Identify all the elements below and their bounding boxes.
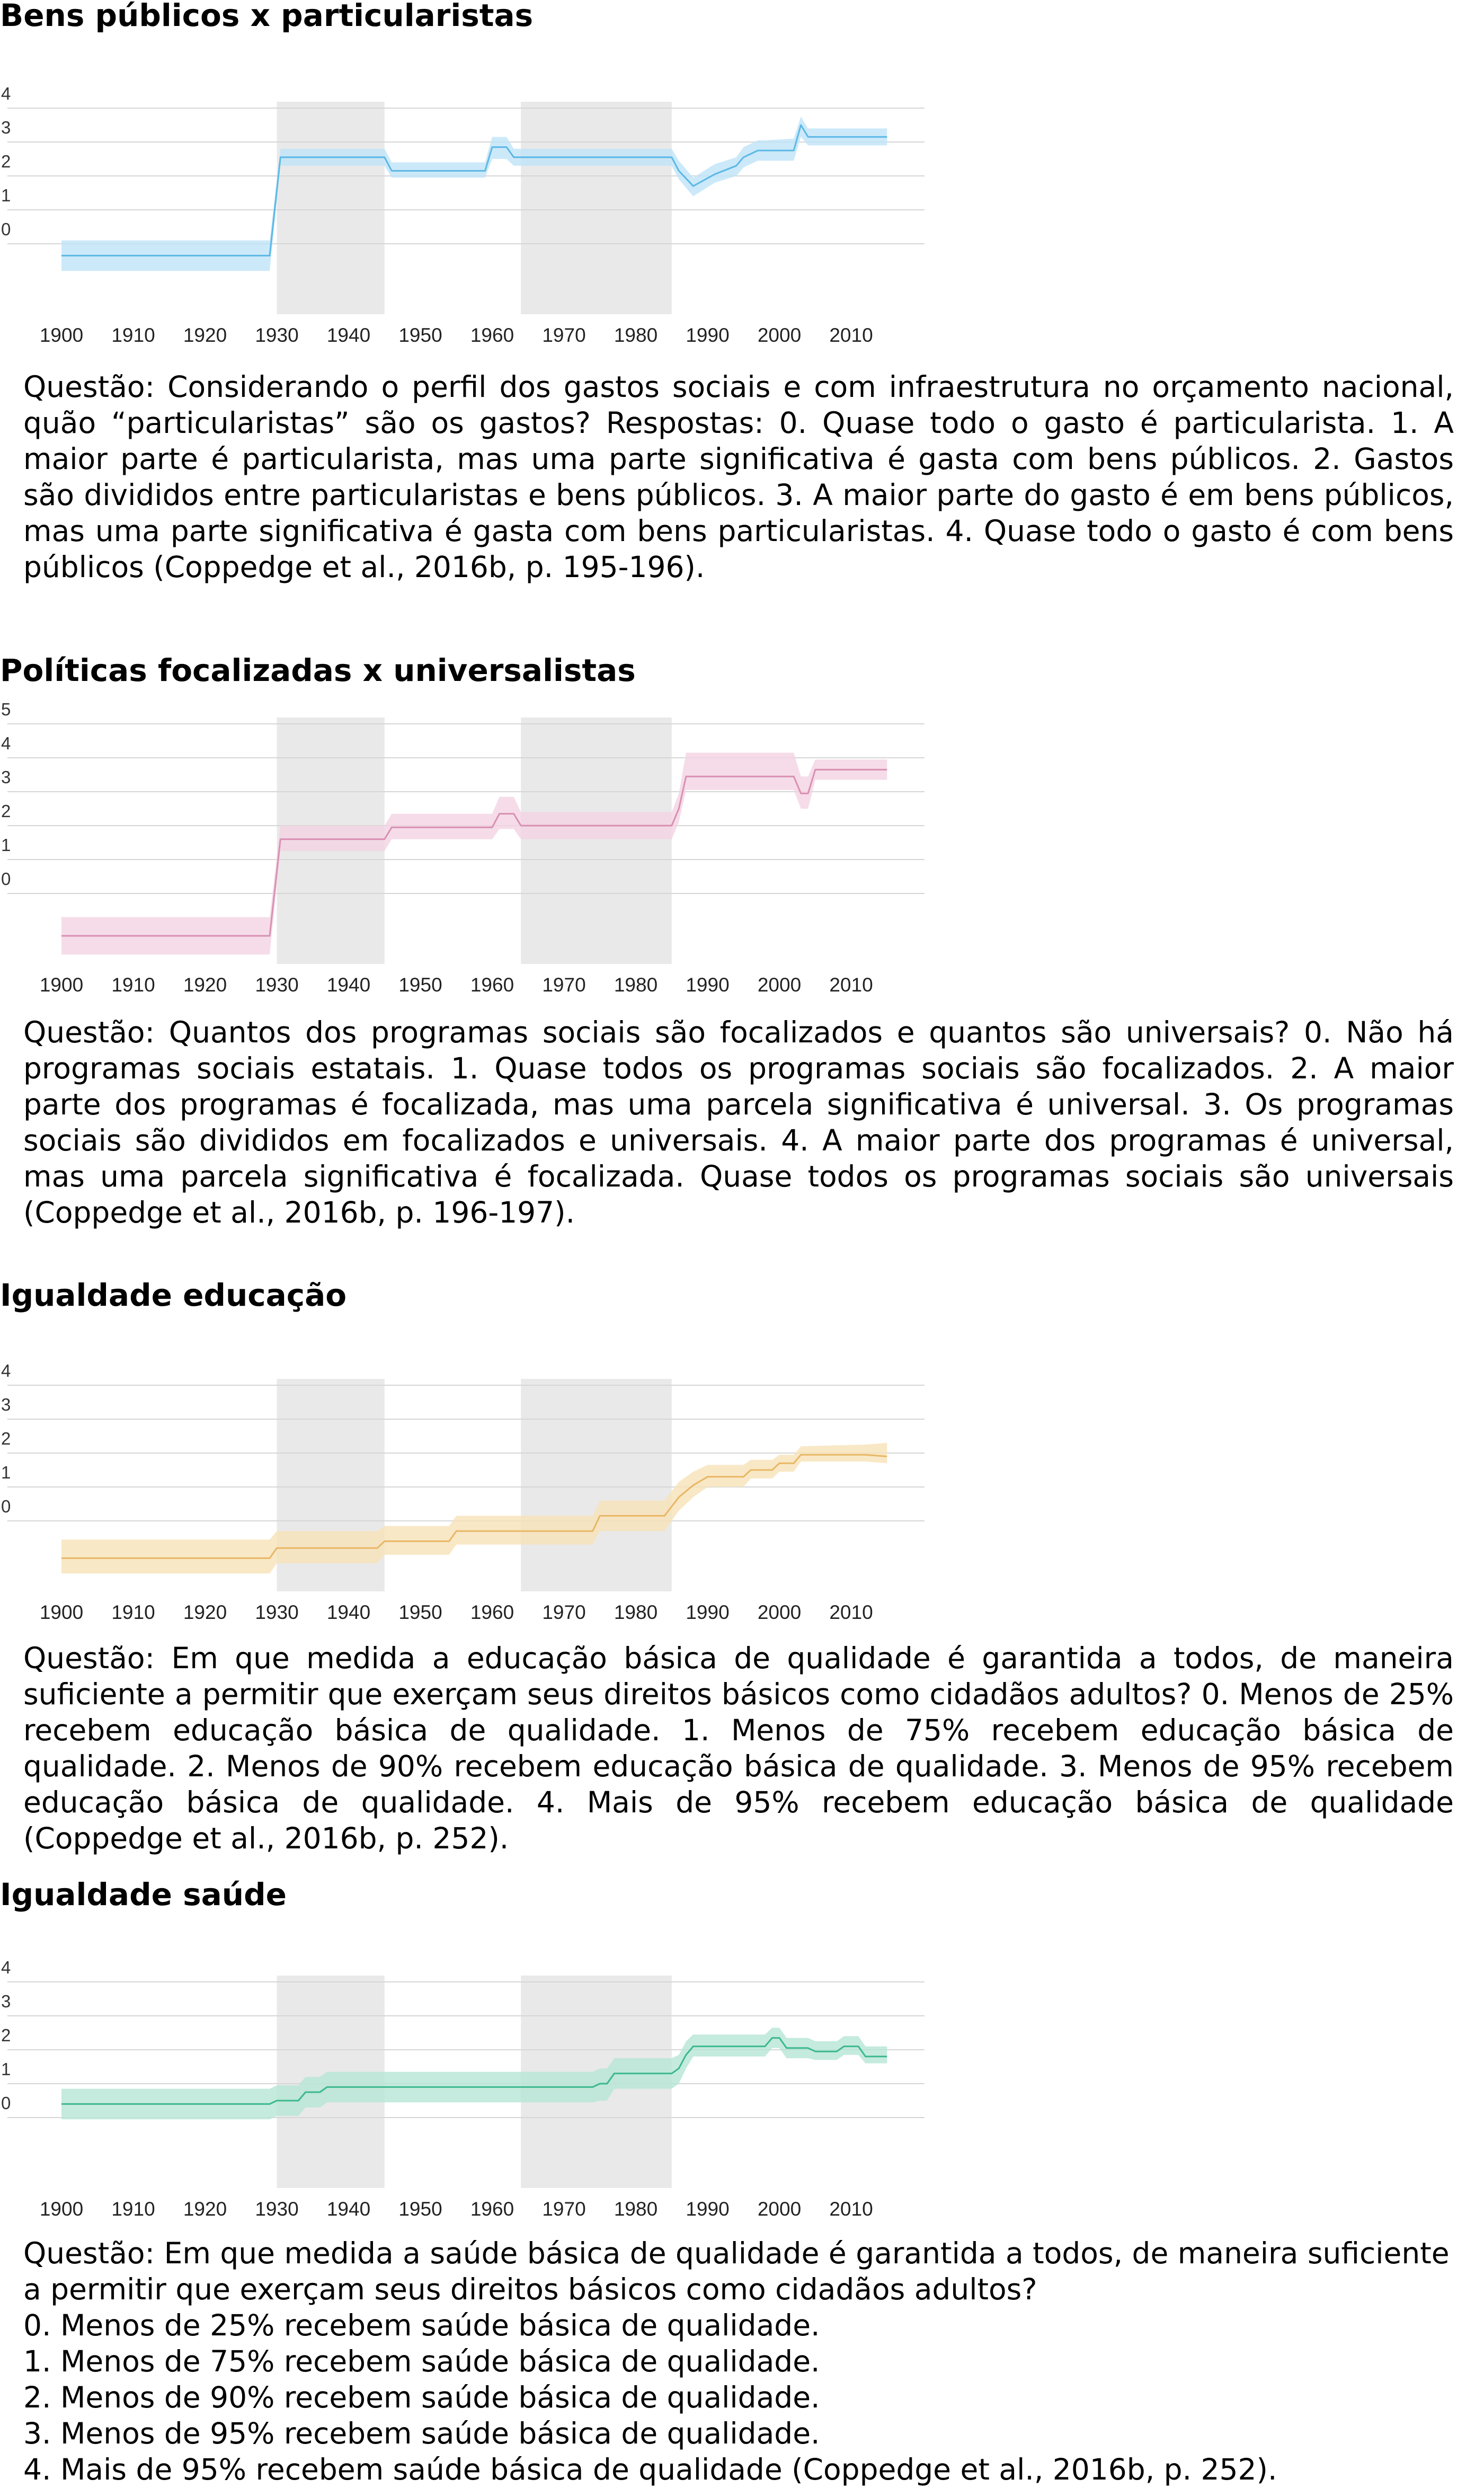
x-tick-label: 1910 xyxy=(111,2198,155,2220)
question-text xyxy=(23,2235,1454,2487)
x-tick-label: 1970 xyxy=(542,2198,586,2220)
shaded-period-2 xyxy=(521,718,672,964)
x-tick-label: 1910 xyxy=(111,1601,155,1623)
section-title: Bens públicos x particularistas xyxy=(0,0,534,33)
x-tick-label: 1990 xyxy=(686,324,730,346)
x-tick-label: 1990 xyxy=(686,2198,730,2220)
x-tick-label: 1940 xyxy=(326,974,371,996)
section-igualdade-saude xyxy=(0,1876,1484,2488)
y-tick-label: 3 xyxy=(1,1991,11,2011)
x-tick-label: 1920 xyxy=(183,2198,227,2220)
x-tick-label: 1970 xyxy=(542,1601,586,1623)
chart-bens-publicos xyxy=(0,42,932,360)
y-tick-label: 1 xyxy=(1,835,11,855)
x-tick-label: 1980 xyxy=(614,324,658,346)
x-tick-label: 2000 xyxy=(757,974,802,996)
x-tick-label: 2010 xyxy=(829,1601,873,1623)
confidence-band xyxy=(61,752,887,954)
section-bens-publicos xyxy=(0,0,1484,594)
question-line: Questão: Em que medida a saúde básica de qualidade é garantida a todos, de maneira suficiente xyxy=(23,2236,1450,2270)
question-line: 3. Menos de 95% recebem saúde básica de qualidade. xyxy=(23,2416,820,2450)
x-tick-label: 2010 xyxy=(829,974,873,996)
x-tick-label: 1950 xyxy=(398,1601,442,1623)
x-tick-label: 1950 xyxy=(398,324,442,346)
y-tick-label: 2 xyxy=(1,801,11,821)
question-line: 4. Mais de 95% recebem saúde básica de qualidade (Coppedge et al., 2016b, p. 252). xyxy=(23,2452,1277,2486)
chart-politicas-focalizadas xyxy=(0,697,932,1010)
confidence-band xyxy=(61,1443,887,1573)
confidence-band xyxy=(61,117,887,271)
chart-igualdade-educacao xyxy=(0,1322,932,1640)
x-tick-label: 1970 xyxy=(542,324,586,346)
y-tick-label: 3 xyxy=(1,118,11,137)
x-tick-label: 1900 xyxy=(39,1601,84,1623)
x-tick-label: 1910 xyxy=(111,324,155,346)
x-tick-label: 1940 xyxy=(326,1601,371,1623)
y-tick-label: 4 xyxy=(1,1361,11,1380)
y-tick-label: 0 xyxy=(1,2093,11,2113)
x-tick-label: 1930 xyxy=(255,2198,299,2220)
section-politicas-focalizadas xyxy=(0,652,1484,1238)
confidence-band xyxy=(61,2027,887,2119)
question-line: 1. Menos de 75% recebem saúde básica de qualidade. xyxy=(23,2344,820,2378)
x-tick-label: 2010 xyxy=(829,2198,873,2220)
x-tick-label: 1950 xyxy=(398,2198,442,2220)
x-tick-label: 1980 xyxy=(614,1601,658,1623)
x-tick-label: 1920 xyxy=(183,1601,227,1623)
x-tick-label: 2010 xyxy=(829,324,873,346)
y-tick-label: 2 xyxy=(1,1429,11,1448)
y-tick-label: 3 xyxy=(1,1395,11,1414)
section-igualdade-educacao xyxy=(0,1277,1484,1863)
x-tick-label: 1920 xyxy=(183,974,227,996)
section-title: Igualdade educação xyxy=(0,1277,347,1313)
x-tick-label: 1990 xyxy=(686,1601,730,1623)
y-tick-label: 2 xyxy=(1,152,11,171)
x-tick-label: 1970 xyxy=(542,974,586,996)
y-tick-label: 1 xyxy=(1,1463,11,1482)
x-tick-label: 1950 xyxy=(398,974,442,996)
y-tick-label: 4 xyxy=(1,733,11,753)
y-tick-label: 0 xyxy=(1,869,11,889)
x-tick-label: 1980 xyxy=(614,974,658,996)
shaded-period-2 xyxy=(521,102,672,314)
x-tick-label: 1930 xyxy=(255,974,299,996)
x-tick-label: 1900 xyxy=(39,324,84,346)
question-text: Questão: Considerando o perfil dos gastos sociais e com infraestrutura no orçamento nacional, quão “particularistas” são os gastos? Respostas: 0. Quase todo o gasto é particularista. 1. A maior parte é particularista, mas uma parte significativa é gasta com bens públicos. 2. Gastos são divididos entre particularistas e bens públicos. 3. A maior parte do gasto é em bens públicos, mas uma parte significativa é gasta com bens particularistas. 4. Quase todo o gasto é com bens públicos (Coppedge et al., 2016b, p. 195-196). xyxy=(23,370,1454,584)
x-tick-label: 1900 xyxy=(39,2198,84,2220)
x-tick-label: 2000 xyxy=(757,1601,802,1623)
y-tick-label: 4 xyxy=(1,1958,11,1977)
x-tick-label: 1910 xyxy=(111,974,155,996)
x-tick-label: 1940 xyxy=(326,324,371,346)
question-text: Questão: Em que medida a educação básica de qualidade é garantida a todos, de maneira suficiente a permitir que exerçam seus direitos básicos como cidadãos adultos? 0. Menos de 25% recebem educação básica de qualidade. 1. Menos de 75% recebem educação básica de qualidade. 2. Menos de 90% recebem educação básica de qualidade. 3. Menos de 95% recebem educação básica de qualidade. 4. Mais de 95% recebem educação básica de qualidade (Coppedge et al., 2016b, p. 252). xyxy=(23,1641,1454,1855)
x-tick-label: 1960 xyxy=(470,974,514,996)
x-tick-label: 1930 xyxy=(255,324,299,346)
question-line: 0. Menos de 25% recebem saúde básica de qualidade. xyxy=(23,2308,820,2342)
y-tick-label: 5 xyxy=(1,700,11,719)
shaded-period-1 xyxy=(277,102,385,314)
x-tick-label: 1960 xyxy=(470,2198,514,2220)
x-tick-label: 1930 xyxy=(255,1601,299,1623)
question-text: Questão: Quantos dos programas sociais são focalizados e quantos são universais? 0. Não há programas sociais estatais. 1. Quase todos os programas sociais são focalizados. 2. A maior parte dos programas é focalizada, mas uma parcela significativa é universal. 3. Os programas sociais são divididos em focalizados e universais. 4. A maior parte dos programas é universal, mas uma parcela significativa é focalizada. Quase todos os programas sociais são universais (Coppedge et al., 2016b, p. 196-197). xyxy=(23,1015,1454,1229)
x-tick-label: 2000 xyxy=(757,324,802,346)
y-tick-label: 0 xyxy=(1,1497,11,1516)
section-title: Políticas focalizadas x universalistas xyxy=(0,652,636,688)
y-tick-label: 3 xyxy=(1,767,11,787)
x-tick-label: 1960 xyxy=(470,324,514,346)
series-line xyxy=(61,769,887,936)
chart-igualdade-saude xyxy=(0,1922,932,2234)
x-tick-label: 1990 xyxy=(686,974,730,996)
y-tick-label: 0 xyxy=(1,219,11,239)
x-tick-label: 2000 xyxy=(757,2198,802,2220)
question-line: a permitir que exerçam seus direitos básicos como cidadãos adultos? xyxy=(23,2272,1037,2306)
x-tick-label: 1900 xyxy=(39,974,84,996)
x-tick-label: 1960 xyxy=(470,1601,514,1623)
question-line: 2. Menos de 90% recebem saúde básica de qualidade. xyxy=(23,2380,820,2414)
section-title: Igualdade saúde xyxy=(0,1876,287,1913)
y-tick-label: 4 xyxy=(1,84,11,103)
x-tick-label: 1980 xyxy=(614,2198,658,2220)
y-tick-label: 1 xyxy=(1,185,11,205)
x-tick-label: 1940 xyxy=(326,2198,371,2220)
y-tick-label: 2 xyxy=(1,2025,11,2045)
y-tick-label: 1 xyxy=(1,2059,11,2079)
x-tick-label: 1920 xyxy=(183,324,227,346)
shaded-period-2 xyxy=(521,1379,672,1591)
